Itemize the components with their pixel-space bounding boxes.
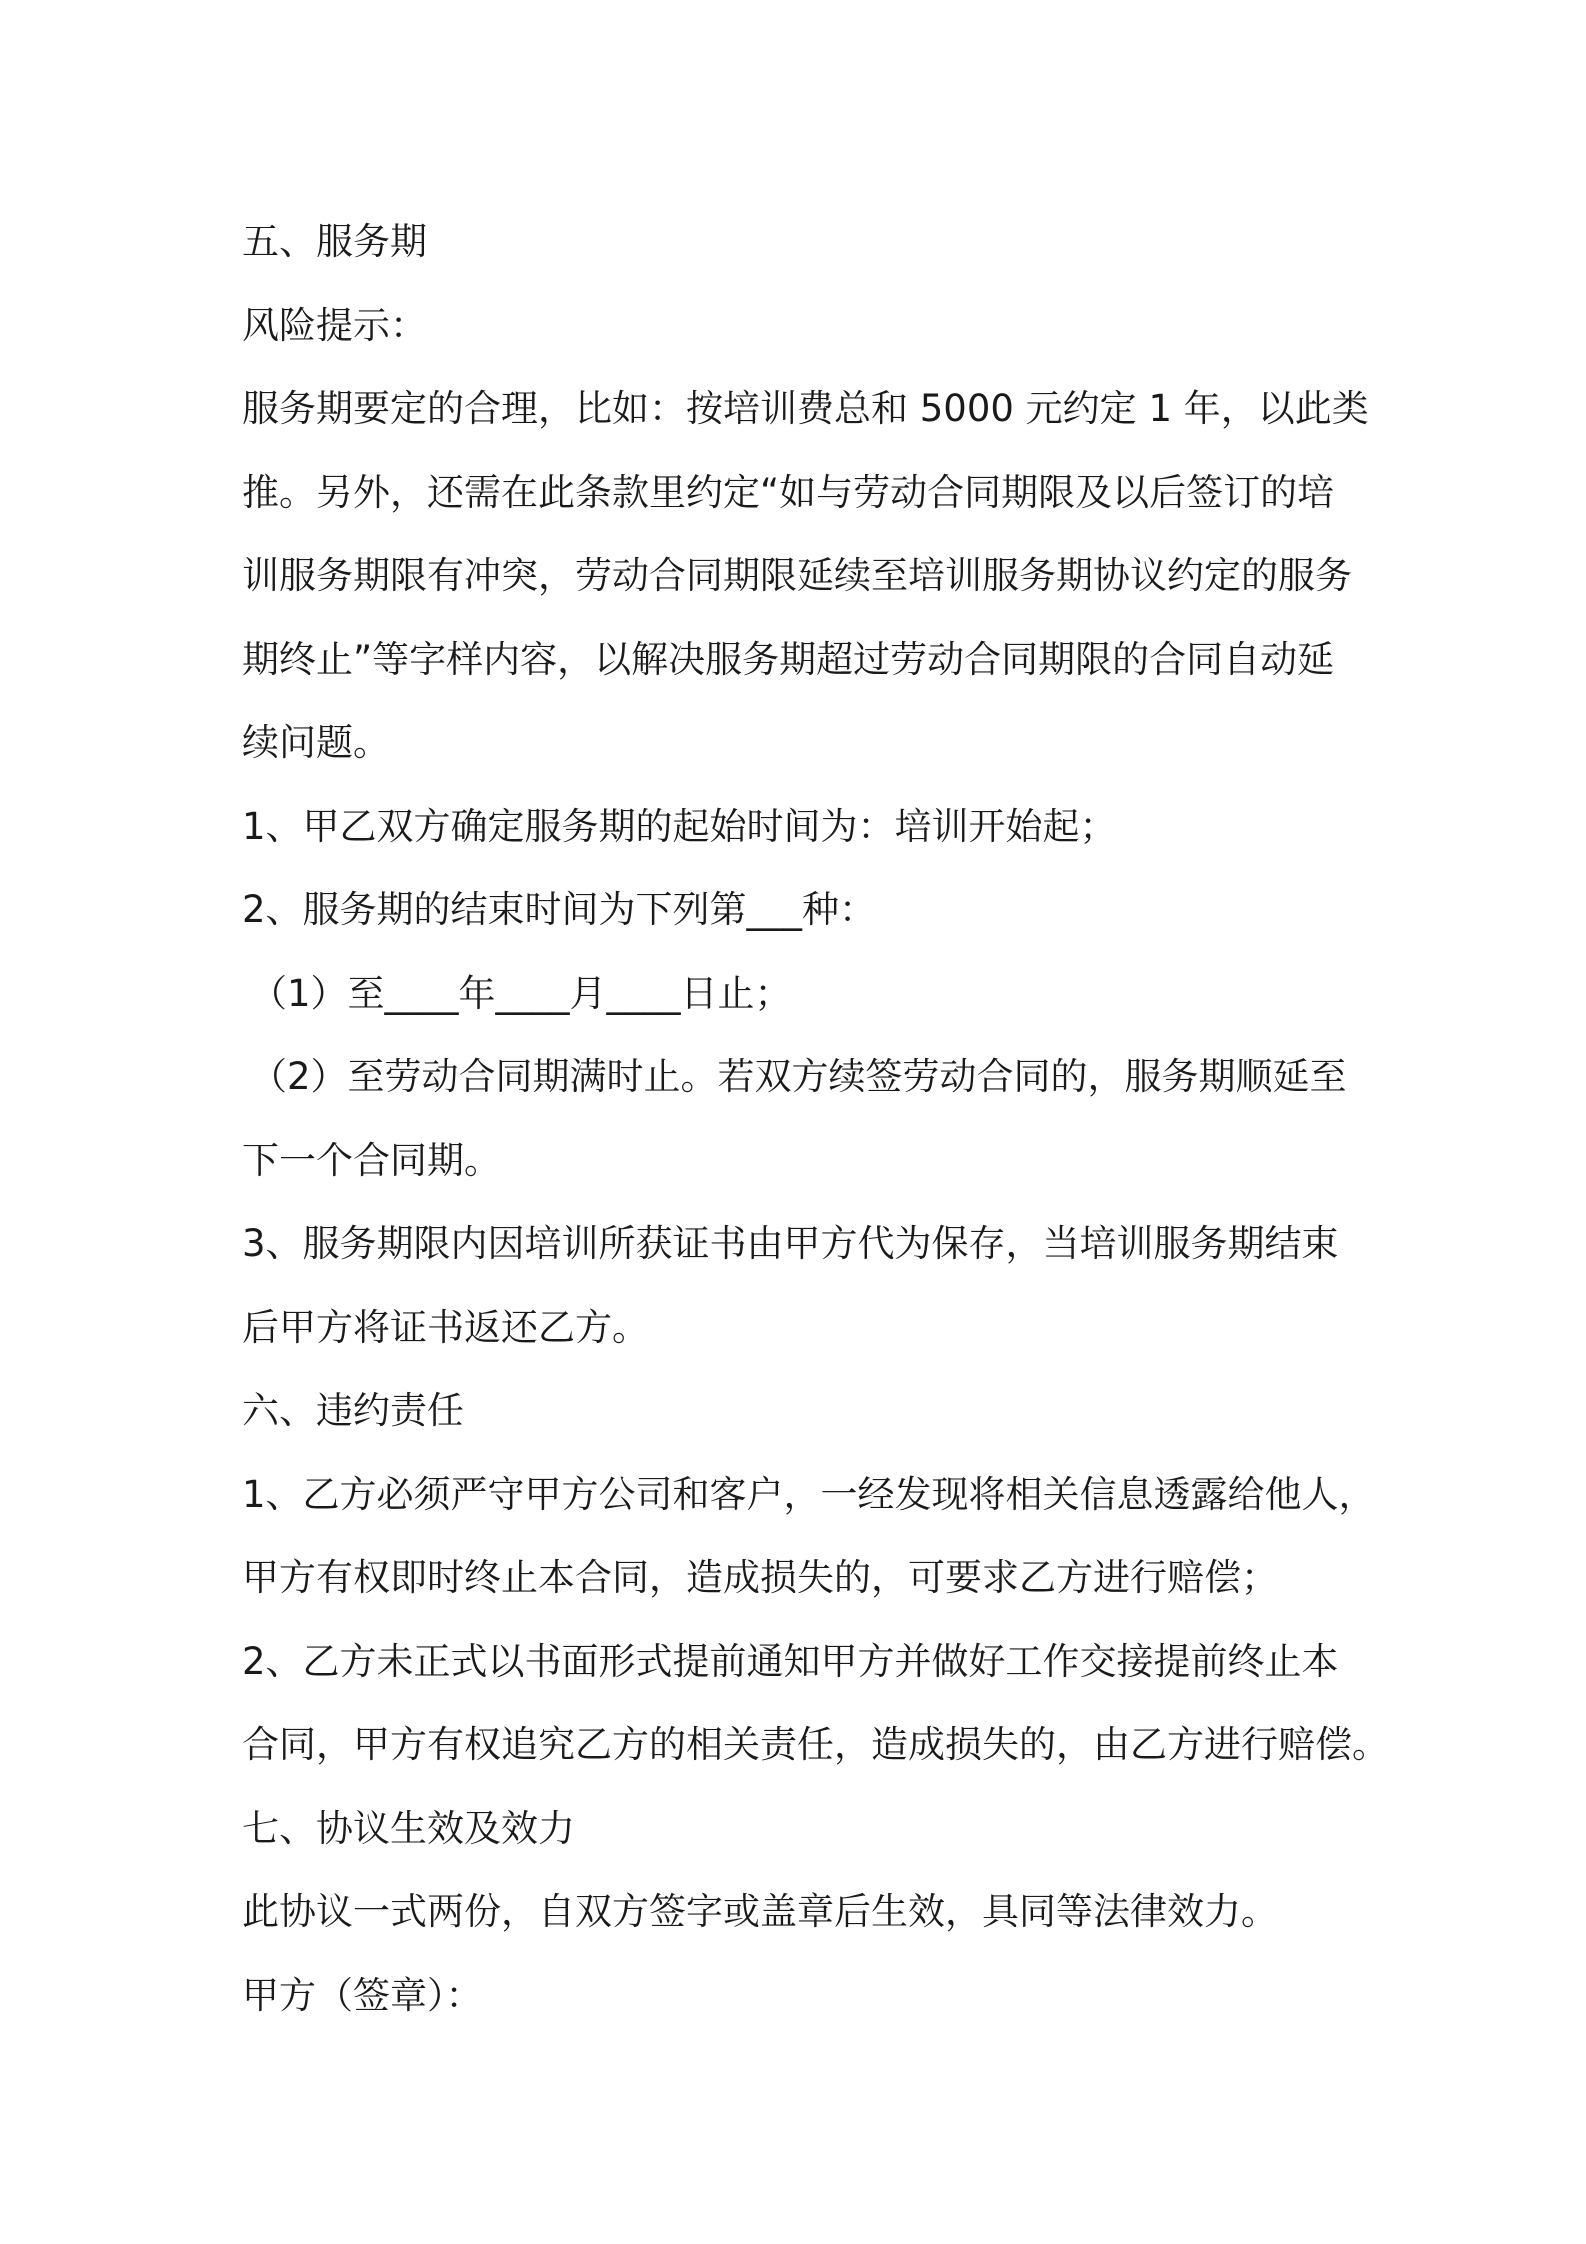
risk-tip-label: 风险提示： — [242, 303, 427, 347]
section-heading-effect: 七、协议生效及效力 — [242, 1806, 575, 1850]
clause-line: 2、服务期的结束时间为下列第___种： — [242, 888, 877, 931]
paragraph-line: 期终止”等字样内容，以解决服务期超过劳动合同期限的合同自动延 — [242, 637, 1335, 681]
clause-line: 此协议一式两份，自双方签字或盖章后生效，具同等法律效力。 — [242, 1890, 1278, 1933]
clause-line: 3、服务期限内因培训所获证书由甲方代为保存，当培训服务期结束 — [242, 1222, 1339, 1265]
document-body — [242, 200, 1389, 2037]
clause-line: 甲方有权即时终止本合同，造成损失的，可要求乙方进行赔偿； — [242, 1556, 1278, 1599]
clause-line: 2、乙方未正式以书面形式提前通知甲方并做好工作交接提前终止本 — [242, 1639, 1339, 1683]
paragraph-line: 服务期要定的合理，比如：按培训费总和 5000 元约定 1 年，以此类 — [242, 387, 1369, 430]
clause-line: 合同，甲方有权追究乙方的相关责任，造成损失的，由乙方进行赔偿。 — [242, 1723, 1389, 1766]
option-line: （2）至劳动合同期满时止。若双方续签劳动合同的，服务期顺延至 — [250, 1055, 1347, 1098]
clause-line: 1、乙方必须严守甲方公司和客户，一经发现将相关信息透露给他人， — [242, 1472, 1376, 1516]
section-heading-service-period: 五、服务期 — [242, 220, 427, 263]
option-line: （1）至____年____月____日止； — [250, 971, 792, 1015]
clause-line: 下一个合同期。 — [242, 1138, 501, 1182]
clause-line: 1、甲乙双方确定服务期的起始时间为：培训开始起； — [242, 804, 1117, 848]
section-heading-liability: 六、违约责任 — [242, 1389, 464, 1432]
clause-line: 后甲方将证书返还乙方。 — [242, 1305, 649, 1349]
paragraph-line: 训服务期限有冲突，劳动合同期限延续至培训服务期协议约定的服务 — [242, 554, 1352, 597]
paragraph-line: 推。另外，还需在此条款里约定“如与劳动合同期限及以后签订的培 — [242, 470, 1335, 514]
signature-label-party-a: 甲方（签章）： — [242, 1973, 483, 2017]
paragraph-line: 续问题。 — [242, 721, 390, 764]
